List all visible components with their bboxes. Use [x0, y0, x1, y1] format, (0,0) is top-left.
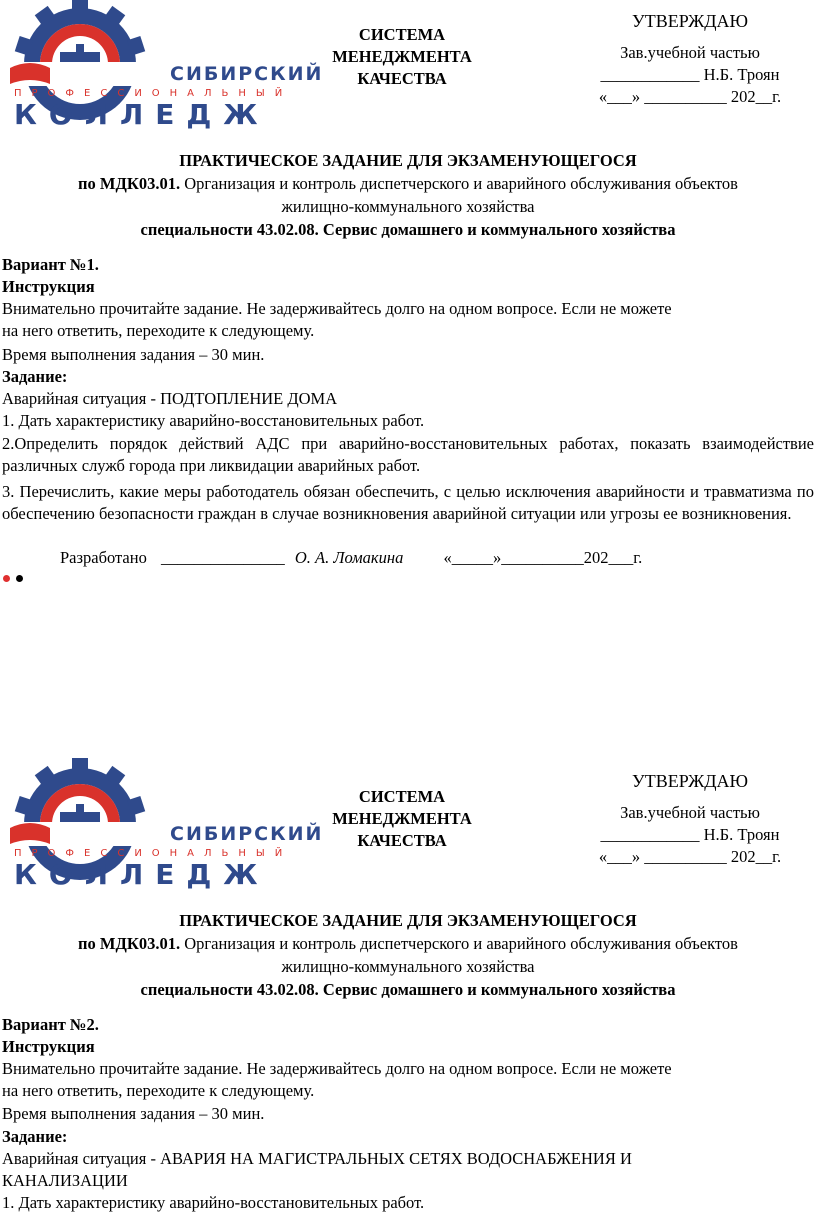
question-2: 2.Определить порядок действий АДС при аварийно-восстановительных работах, показать взаимодействие различных служб города при ликвидации аварийных работ.: [2, 434, 814, 475]
task-title-2: ПРАКТИЧЕСКОЕ ЗАДАНИЕ ДЛЯ ЭКЗАМЕНУЮЩЕГОСЯ: [179, 911, 637, 930]
situation-2b: КАНАЛИЗАЦИИ: [2, 1171, 128, 1190]
module-name-1-2: Организация и контроль диспетчерского и аварийного обслуживания объектов: [180, 934, 738, 953]
instruction-text-1: Внимательно прочитайте задание. Не задерживайтесь долго на одном вопросе. Если не можете: [2, 299, 672, 318]
module-name-1: Организация и контроль диспетчерского и аварийного обслуживания объектов: [180, 174, 738, 193]
time-text-2: Время выполнения задания – 30 мин.: [2, 1104, 265, 1123]
instruction-text-2: на него ответить, переходите к следующему.: [2, 321, 315, 340]
qms-block-2: [300, 786, 504, 852]
instruction-text-2-2: на него ответить, переходите к следующему.: [2, 1081, 315, 1100]
dev-signature-line: _______________: [160, 548, 285, 567]
approve-signature: ____________ Н.Б. Троян: [600, 65, 780, 84]
logo-text-mid: ПРОФЕССИОНАЛЬНЫЙ: [14, 88, 293, 99]
approve-title-2: УТВЕРЖДАЮ: [631, 771, 749, 791]
module-code: по МДК03.01.: [78, 174, 181, 193]
qms-line3-2: КАЧЕСТВА: [357, 831, 447, 850]
dev-name: О. А. Ломакина: [294, 548, 404, 567]
logo-text-bottom-2: КОЛЛЕДЖ: [14, 858, 270, 891]
question-1-2: 1. Дать характеристику аварийно-восстановительных работ.: [2, 1193, 425, 1212]
variant-title: Вариант №1.: [2, 255, 99, 274]
approve-position-2: Зав.учебной частью: [620, 803, 760, 822]
module-name-2: жилищно-коммунального хозяйства: [281, 197, 535, 216]
module-code-2: по МДК03.01.: [78, 934, 181, 953]
logo-text-mid-2: ПРОФЕССИОНАЛЬНЫЙ: [14, 848, 293, 859]
module-line: [0, 173, 816, 195]
approve-date: «___» __________ 202__г.: [598, 87, 782, 106]
approve-date-2: «___» __________ 202__г.: [598, 847, 782, 866]
task-label-2: Задание:: [2, 1127, 68, 1146]
college-logo-2: [10, 766, 324, 891]
approve-title: УТВЕРЖДАЮ: [631, 11, 749, 31]
black-dot: [16, 575, 23, 582]
qms-line3: КАЧЕСТВА: [357, 69, 447, 88]
logo-text-top: СИБИРСКИЙ: [170, 63, 324, 85]
specialty: специальности 43.02.08. Сервис домашнего и коммунального хозяйства: [140, 220, 676, 239]
approve-position: Зав.учебной частью: [620, 43, 760, 62]
module-line-2: [0, 933, 816, 955]
dev-date: «_____»__________202___г.: [443, 548, 643, 567]
module-name-2-2: жилищно-коммунального хозяйства: [281, 957, 535, 976]
time-text: Время выполнения задания – 30 мин.: [2, 345, 265, 364]
approval-block-2: [570, 770, 810, 868]
question-1: 1. Дать характеристику аварийно-восстановительных работ.: [2, 411, 425, 430]
developer-line: [60, 547, 642, 569]
task-title: ПРАКТИЧЕСКОЕ ЗАДАНИЕ ДЛЯ ЭКЗАМЕНУЮЩЕГОСЯ: [179, 151, 637, 170]
qms-line2-2: МЕНЕДЖМЕНТА: [332, 809, 472, 828]
qms-line1-2: СИСТЕМА: [358, 787, 446, 806]
instruction-text-1-2: Внимательно прочитайте задание. Не задерживайтесь долго на одном вопросе. Если не можете: [2, 1059, 672, 1078]
college-logo: [10, 6, 324, 131]
dev-label: Разработано: [60, 548, 147, 567]
instruction-label-2: Инструкция: [2, 1037, 95, 1056]
variant-title-2: Вариант №2.: [2, 1015, 99, 1034]
approval-block: [570, 10, 810, 108]
question-3: 3. Перечислить, какие меры работодатель обязан обеспечить, с целью исключения аварийности и травматизма по обеспечению безопасности граждан в случае возникновения аварийной ситуации или угрозы ее возникновения.: [2, 482, 814, 523]
qms-line1: СИСТЕМА: [358, 25, 446, 44]
situation: Аварийная ситуация - ПОДТОПЛЕНИЕ ДОМА: [2, 389, 338, 408]
task-label: Задание:: [2, 367, 68, 386]
qms-line2: МЕНЕДЖМЕНТА: [332, 47, 472, 66]
logo-text-bottom: КОЛЛЕДЖ: [14, 98, 270, 131]
logo-text-top-2: СИБИРСКИЙ: [170, 823, 324, 845]
instruction-label: Инструкция: [2, 277, 95, 296]
specialty-2: специальности 43.02.08. Сервис домашнего и коммунального хозяйства: [140, 980, 676, 999]
situation-2a: Аварийная ситуация - АВАРИЯ НА МАГИСТРАЛЬНЫХ СЕТЯХ ВОДОСНАБЖЕНИЯ И: [2, 1149, 632, 1168]
qms-block: [300, 24, 504, 90]
approve-signature-2: ____________ Н.Б. Троян: [600, 825, 780, 844]
red-dot: [3, 575, 10, 582]
